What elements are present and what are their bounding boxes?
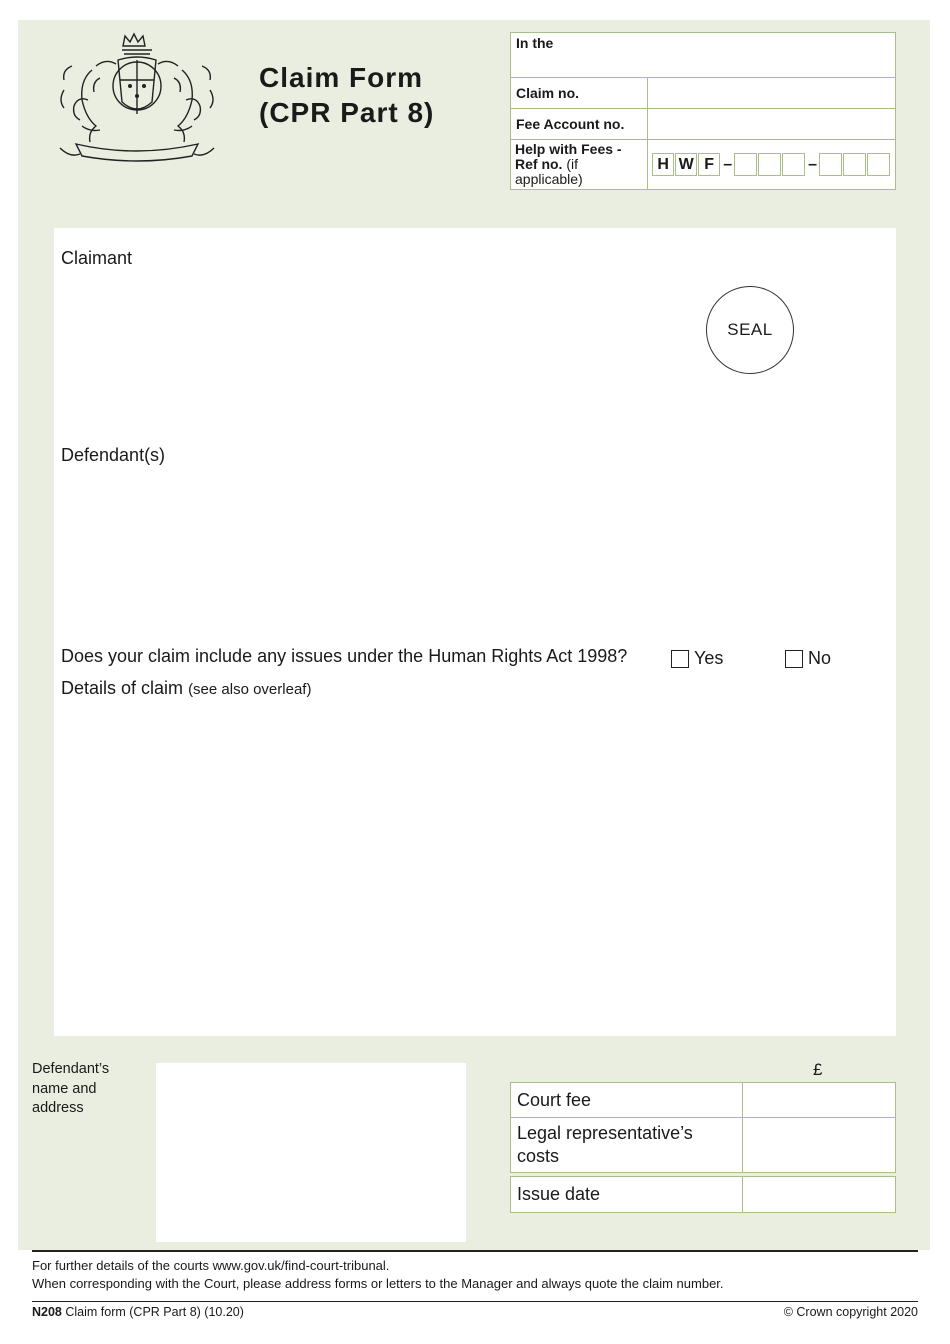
footer-line-1: For further details of the courts www.gov.uk/find-court-tribunal. <box>32 1258 390 1273</box>
court-fee-field[interactable] <box>743 1083 896 1118</box>
footer-line-2: When corresponding with the Court, please address forms or letters to the Manager and always quote the claim number. <box>32 1276 724 1291</box>
fee-account-label: Fee Account no. <box>511 109 648 140</box>
hwf-label-bold: Help with Fees - Ref no. <box>515 141 622 172</box>
form-title-line1: Claim Form <box>259 62 424 93</box>
fees-table <box>510 1082 896 1173</box>
human-rights-question: Does your claim include any issues under the Human Rights Act 1998? <box>61 646 628 666</box>
hwf-letter-h: H <box>652 153 674 176</box>
claim-details-panel <box>54 228 896 1036</box>
hwf-dash-2: – <box>808 155 817 173</box>
form-name: Claim form (CPR Part 8) (10.20) <box>65 1305 244 1319</box>
court-fee-label: Court fee <box>511 1083 743 1118</box>
issue-date-field[interactable] <box>743 1177 896 1213</box>
hra-yes-option[interactable] <box>671 648 723 669</box>
hra-yes-label: Yes <box>694 648 724 668</box>
copyright-notice: © Crown copyright 2020 <box>783 1305 918 1319</box>
currency-symbol: £ <box>813 1060 823 1079</box>
defendant-address-label: Defendant’s name and address <box>32 1061 110 1116</box>
defendant-address-field[interactable] <box>156 1063 466 1242</box>
details-of-claim-heading <box>61 678 311 699</box>
hwf-digit-box[interactable] <box>758 153 781 176</box>
footer-notes <box>32 1257 724 1293</box>
claim-no-label: Claim no. <box>511 78 648 109</box>
hra-no-checkbox[interactable] <box>785 650 803 668</box>
footer-divider-2 <box>32 1301 918 1302</box>
issue-date-table <box>510 1176 896 1213</box>
hra-yes-checkbox[interactable] <box>671 650 689 668</box>
hwf-label <box>511 140 648 190</box>
in-the-field[interactable] <box>511 33 896 78</box>
hwf-digit-box[interactable] <box>867 153 890 176</box>
hra-no-option[interactable] <box>785 648 831 669</box>
legal-costs-label: Legal representative’s costs <box>511 1118 743 1173</box>
seal-stamp <box>706 286 794 374</box>
in-the-label: In the <box>516 35 554 51</box>
hwf-digit-box[interactable] <box>819 153 842 176</box>
royal-coat-of-arms-icon <box>52 30 222 168</box>
hwf-digit-box[interactable] <box>843 153 866 176</box>
form-code: N208 <box>32 1305 62 1319</box>
legal-costs-field[interactable] <box>743 1118 896 1173</box>
hwf-letter-f: F <box>698 153 720 176</box>
hwf-dash-1: – <box>723 155 733 173</box>
details-label: Details of claim <box>61 678 184 698</box>
hwf-ref-field <box>648 140 896 190</box>
details-note: (see also overleaf) <box>188 681 312 698</box>
claim-no-field[interactable] <box>648 78 896 109</box>
form-title <box>259 60 434 130</box>
form-title-line2: (CPR Part 8) <box>259 97 435 128</box>
claimant-label: Claimant <box>61 248 133 268</box>
court-details-table <box>510 32 896 190</box>
defendants-label: Defendant(s) <box>61 445 166 465</box>
form-reference <box>32 1305 244 1319</box>
seal-label: SEAL <box>727 320 773 339</box>
hwf-letter-w: W <box>675 153 697 176</box>
footer-divider <box>32 1250 918 1252</box>
hwf-label-rest: (if applicable) <box>515 156 583 187</box>
fee-account-field[interactable] <box>648 109 896 140</box>
hwf-digit-box[interactable] <box>734 153 757 176</box>
issue-date-label: Issue date <box>511 1177 743 1213</box>
hra-no-label: No <box>808 648 832 668</box>
hwf-digit-box[interactable] <box>782 153 805 176</box>
